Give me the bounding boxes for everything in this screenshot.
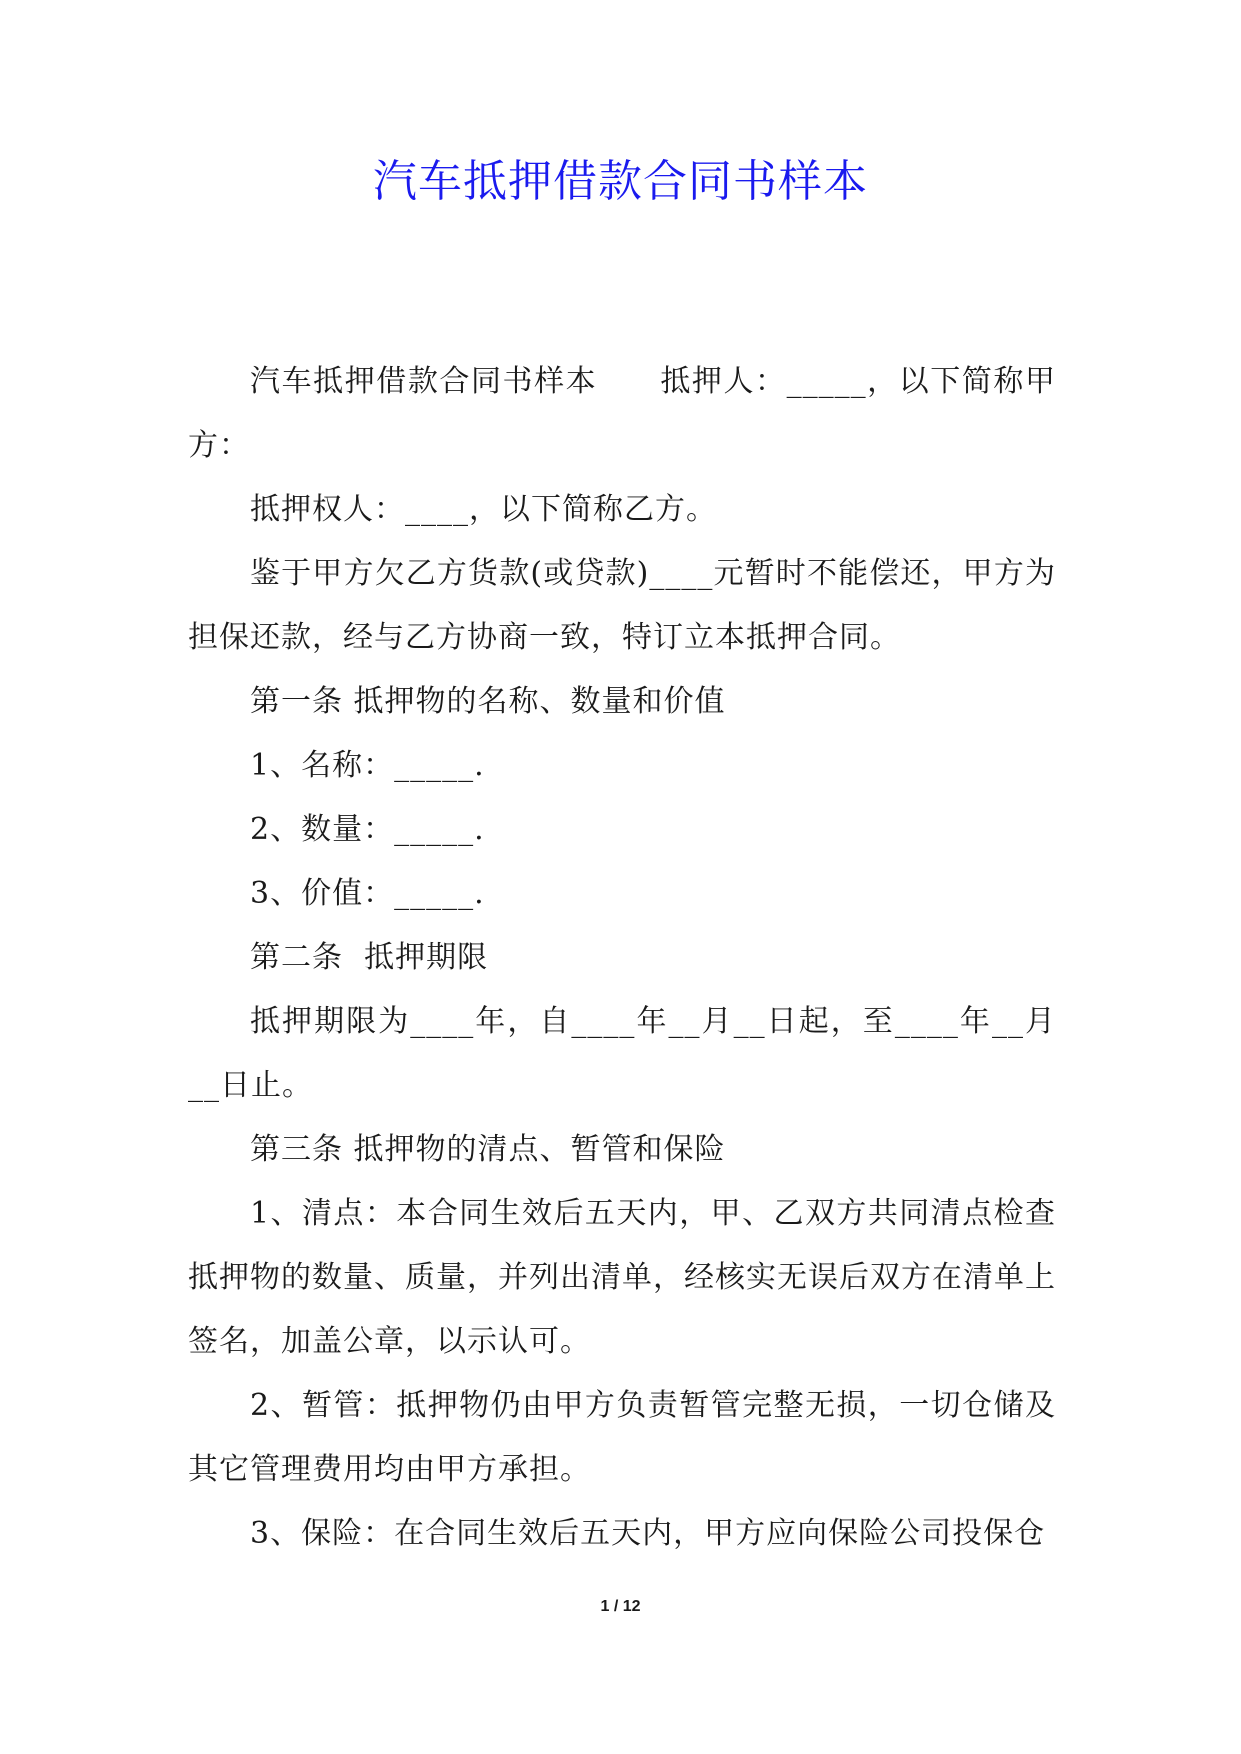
document-body xyxy=(188,350,1056,1566)
article-1-heading: 第一条 抵押物的名称、数量和价值 xyxy=(250,684,726,719)
article-2-term: 抵押期限为____年，自____年__月__日起，至____年__月__日止。 xyxy=(188,1004,1056,1103)
article-3-item-custody: 2、暂管：抵押物仍由甲方负责暂管完整无损，一切仓储及其它管理费用均由甲方承担。 xyxy=(188,1388,1056,1487)
paragraph-mortgagee: 抵押权人：____，以下简称乙方。 xyxy=(250,492,717,527)
page-number: 1 / 12 xyxy=(600,1598,641,1615)
article-1-item-name: 1、名称：_____. xyxy=(250,748,485,783)
paragraph-preamble: 鉴于甲方欠乙方货款(或贷款)____元暂时不能偿还，甲方为担保还款，经与乙方协商一致，特订立本抵押合同。 xyxy=(188,556,1056,655)
article-3-item-insurance: 3、保险：在合同生效后五天内，甲方应向保险公司投保仓 xyxy=(250,1516,1046,1551)
article-3-heading: 第三条 抵押物的清点、暂管和保险 xyxy=(250,1132,726,1167)
article-1-item-value: 3、价值：_____. xyxy=(250,876,485,911)
paragraph-intro: 汽车抵押借款合同书样本 抵押人：_____，以下简称甲方： xyxy=(188,364,1056,463)
document-title: 汽车抵押借款合同书样本 xyxy=(373,156,868,207)
article-2-heading: 第二条 抵押期限 xyxy=(250,940,489,975)
article-3-item-inventory: 1、清点：本合同生效后五天内，甲、乙双方共同清点检查抵押物的数量、质量，并列出清单，经核实无误后双方在清单上签名，加盖公章，以示认可。 xyxy=(188,1196,1056,1359)
article-1-item-quantity: 2、数量：_____. xyxy=(250,812,485,847)
